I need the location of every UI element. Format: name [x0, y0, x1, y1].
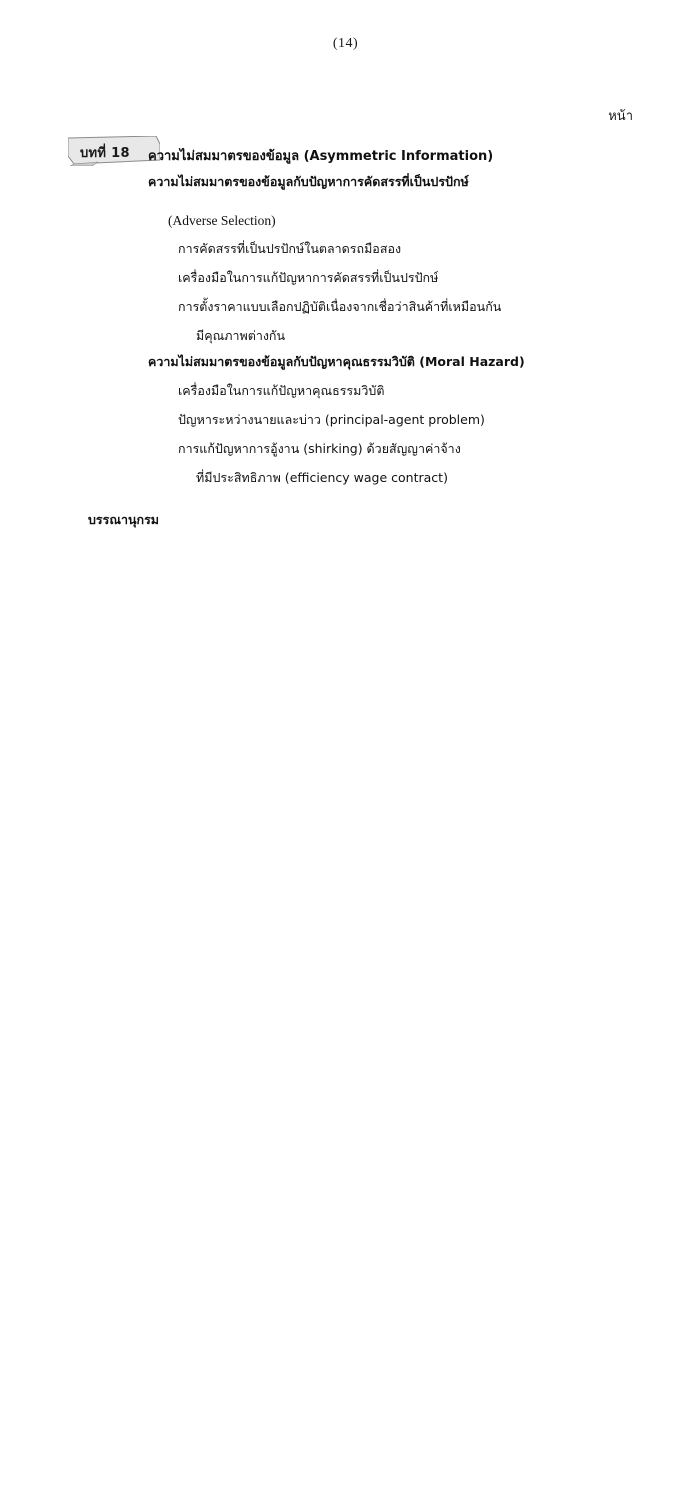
- toc-entry: [0, 441, 691, 461]
- column-header-page: หน้า: [608, 109, 633, 124]
- toc-entry-title: ความไม่สมมาตรของข้อมูลกับปัญหาคุณธรรมวิบัติ (Moral Hazard): [148, 354, 525, 369]
- toc-entry-title: การคัดสรรที่เป็นปรปักษ์ในตลาดรถมือสอง: [178, 241, 402, 256]
- toc-entry-title: (Adverse Selection): [168, 213, 276, 228]
- toc-entry-title: การแก้ปัญหาการอู้งาน (shirking) ด้วยสัญญาค่าจ้าง: [178, 441, 461, 456]
- toc-entry-page: [0, 512, 633, 1488]
- toc-entry-title: เครื่องมือในการแก้ปัญหาการคัดสรรที่เป็นปรปักษ์: [178, 270, 439, 285]
- toc-entry: [0, 383, 691, 403]
- toc-entry: [0, 241, 691, 261]
- toc-entry: [0, 354, 691, 374]
- toc-entry-bibliography: [0, 512, 691, 532]
- toc-entry-title: ความไม่สมมาตรของข้อมูลกับปัญหาการคัดสรรที่เป็นปรปักษ์: [148, 174, 469, 189]
- toc-entry-title: ความไม่สมมาตรของข้อมูล (Asymmetric Information): [148, 149, 494, 164]
- toc-entry: [0, 328, 691, 348]
- toc-entry-title: มีคุณภาพต่างกัน: [196, 328, 286, 343]
- toc-entry: [0, 299, 691, 319]
- toc-entry-title: ปัญหาระหว่างนายและบ่าว (principal-agent problem): [178, 412, 485, 427]
- chapter-tag-label: บทที่ 18: [80, 146, 130, 161]
- toc-entry: [0, 174, 691, 194]
- toc-entry: [0, 212, 691, 232]
- toc-entry: [0, 412, 691, 432]
- toc-entry-title: การตั้งราคาแบบเลือกปฏิบัติเนื่องจากเชื่อว่าสินค้าที่เหมือนกัน: [178, 299, 502, 314]
- page-number: (14): [332, 36, 359, 51]
- toc-entry-title: บรรณานุกรม: [88, 512, 160, 527]
- toc-entry: [0, 470, 691, 490]
- toc-entry-title: เครื่องมือในการแก้ปัญหาคุณธรรมวิบัติ: [178, 383, 385, 398]
- toc-entry: [0, 148, 691, 168]
- toc-entry-title: ที่มีประสิทธิภาพ (efficiency wage contract): [196, 470, 448, 485]
- toc-entry: [0, 270, 691, 290]
